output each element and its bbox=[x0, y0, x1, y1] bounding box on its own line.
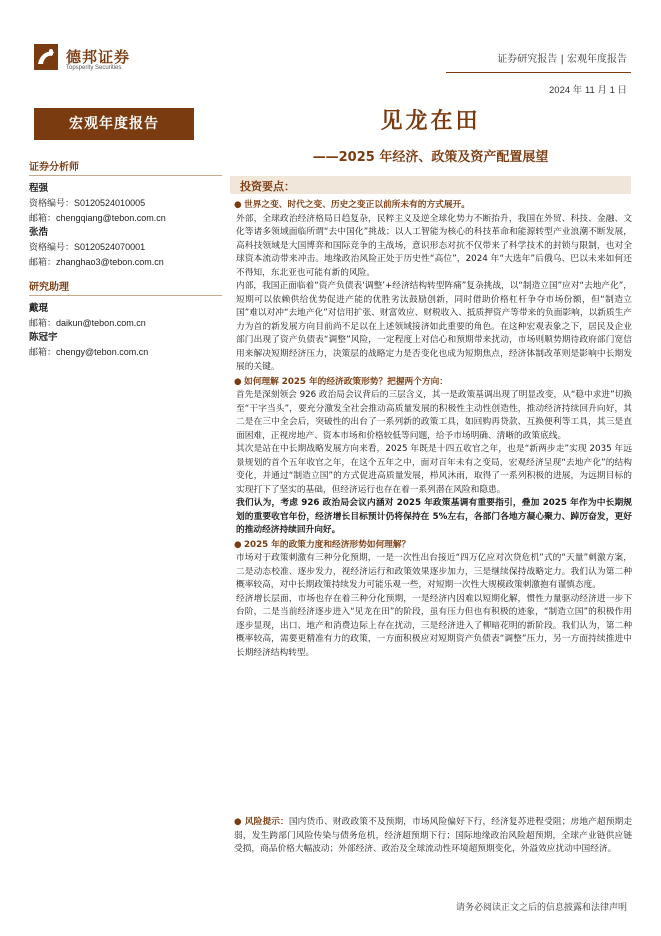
section-paragraph: 经济增长层面，市场也存在着三种分化预期，一是经济内因难以短期化解，惯性力量驱动经济进一步下台阶，二是当前经济逐步进入“见龙在田”的阶段，虽有压力但也有积极的迹象，“制造立国”的积极作用逐步显现，出口、地产和消费边际上存在扰动，三是经济进入了柳暗花明的新阶段。我们认为，第二种概率较高，需要更精准有力的政策，一方面积极应对短期资产负债表“调整”压力，另一方面持续推进中长期经济结构转型。 bbox=[236, 593, 632, 658]
analysts-heading-rule bbox=[29, 175, 222, 176]
conclusion-bold: 我们认为，考虑 926 政治局会议内涵对 2025 年政策基调有重要指引，叠加 2025 年作为中长期规划的重要收官年份，经济增长目标预计仍将保持在 5%左右，各部门各地方凝心聚力、踔厉奋发，更好的推动经济持续回升向好。 bbox=[236, 498, 632, 535]
section-paragraph: 其次是站在中长期战略发展方向来看，2025 年既是十四五收官之年，也是“新两步走”实现 2035 年远景规划的首个五年收官之年，在这个五年之中，面对百年未有之变局，宏观经济呈现“去地产化”的结构变化，并通过“制造立国”的方式促进高质量发展，栉风沐雨，取得了一系列积极的进展，为远期目标的实现打下了坚实的基础，但经济运行也存在着一系列潜在风险和隐患。 bbox=[236, 444, 632, 495]
section-paragraph bbox=[234, 497, 632, 538]
bullet-icon: ● bbox=[234, 200, 242, 210]
analyst-cert: 资格编号：S0120524070001 bbox=[29, 242, 146, 253]
highlights-content bbox=[234, 198, 632, 660]
risk-label: ● 风险提示： bbox=[234, 817, 289, 827]
footer-disclaimer: 请务必阅读正文之后的信息披露和法律声明 bbox=[455, 903, 627, 913]
company-logo-icon bbox=[34, 44, 58, 70]
section-paragraph: 首先是深刻领会 926 政治局会议背后的三层含义，其一是政策基调出现了明显改变，从“稳中求进”切换至“干字当头”，要充分激发全社会推动高质量发展的积极性主动性创造性，推动经济持续回升向好，其二是在三中全会后，突破性的出台了一系列新的政策工具，如回购再贷款、互换便利等工具，其三是直面困难，正视房地产、资本市场和价格较低等问题，给予市场明确、清晰的政策底线。 bbox=[236, 390, 632, 441]
analysts-heading: 证券分析师 bbox=[29, 162, 79, 173]
analyst-email-link[interactable]: zhanghao3@tebon.com.cn bbox=[56, 257, 164, 267]
bullet-icon: ● bbox=[234, 539, 242, 550]
assistants-heading: 研究助理 bbox=[29, 282, 69, 293]
assistant-email: 邮箱：daikun@tebon.com.cn bbox=[29, 318, 146, 329]
analyst-sidebar bbox=[26, 158, 222, 360]
analyst-entry bbox=[26, 182, 222, 226]
assistant-entry bbox=[26, 302, 222, 331]
section-paragraph: 内部，我国正面临着“资产负债表‘调整’+经济结构转型阵痛”复杂挑战，以“制造立国”应对“去地产化”，短期可以依赖供给优势促进产能的优胜劣汰鼓励创新，同时借助价格杠杆争夺市场份额，但“制造立国”难以对冲“去地产化”对信用扩张、财富效应、财税收入、抵质押资产等带来的负面影响，以新质生产力为首的新发展方向目前尚不足以在上述领域接济如此重要的角色。在这种宏观表象之下，居民及企业部门出现了资产负债表“调整”风险，一定程度上对信心和预期带来扰动，市场则顺势期待政府部门宽信用来解决短期经济压力，决策层的战略定力是否变化也成为短期焦点，经济体制改革则是影响中长期发展的关键。 bbox=[236, 281, 632, 372]
report-date: 2024 年 11 月 1 日 bbox=[549, 85, 627, 96]
assistant-email: 邮箱：chengy@tebon.com.cn bbox=[29, 347, 149, 358]
analyst-email-link[interactable]: chengqiang@tebon.com.cn bbox=[56, 213, 166, 223]
report-tag: 证券研究报告 | 宏观年度报告 bbox=[497, 54, 627, 65]
assistants-heading-rule bbox=[29, 295, 222, 296]
company-name-cn: 德邦证券 bbox=[66, 48, 131, 66]
assistant-entry bbox=[26, 331, 222, 360]
header-divider bbox=[446, 72, 631, 73]
section-paragraph: 市场对于政策刺激有三种分化预期，一是一次性出台接近“四万亿应对次贷危机”式的“天量”刺激方案，二是动态校准、逐步发力，视经济运行和政策效果逐步加力，三是继续保持战略定力。我们认为第二种概率较高，对中长期政策持续发力可能乐观一些，对短期一次性大规模政策刺激抱有谨慎态度。 bbox=[236, 553, 632, 590]
section-paragraph: 外部，全球政治经济格局日趋复杂，民粹主义及逆全球化势力不断抬升，我国在外贸、科技、金融、文化等诸多领域面临所谓“去中国化”挑战；以人工智能为核心的科技革命和能源转型产业浪潮不断发展，高科技领域是大国博弈和国际竞争的主战场，意识形态对抗不仅带来了科学技术的封锁与限制，也对全球资本流动带来冲击。地缘政治风险正处于历史性“高位”，2024 年“大选年”后俄乌、巴以未来如何还不得知，东北亚也可能有新的风险。 bbox=[236, 213, 632, 278]
analyst-entry bbox=[26, 226, 222, 270]
company-name-en: Topsperity Securities bbox=[66, 65, 122, 71]
analyst-name: 张浩 bbox=[29, 227, 49, 238]
page-header bbox=[0, 0, 661, 96]
analyst-cert: 资格编号：S0120524010005 bbox=[29, 198, 146, 209]
analyst-email: 邮箱：zhanghao3@tebon.com.cn bbox=[29, 257, 164, 268]
page-title: 见龙在田 bbox=[380, 109, 481, 134]
assistant-email-link[interactable]: chengy@tebon.com.cn bbox=[56, 347, 149, 357]
assistant-name: 陈冠宇 bbox=[29, 332, 58, 343]
assistant-email-link[interactable]: daikun@tebon.com.cn bbox=[56, 318, 146, 328]
section-heading: ● 世界之变、时代之变、历史之变正以前所未有的方式展开。 bbox=[234, 199, 632, 213]
section-heading: ● 2025 年的政策力度和经济形势如何理解？ bbox=[234, 539, 632, 553]
analyst-email: 邮箱：chengqiang@tebon.com.cn bbox=[29, 213, 166, 224]
assistant-name: 戴琨 bbox=[29, 303, 49, 314]
bullet-icon: ● bbox=[234, 376, 242, 387]
analyst-name: 程强 bbox=[29, 183, 49, 194]
report-type-badge: 宏观年度报告 bbox=[34, 108, 194, 140]
risk-warning bbox=[234, 816, 632, 857]
page-subtitle: ——2025 年经济、政策及资产配置展望 bbox=[312, 150, 549, 165]
section-heading: ● 如何理解 2025 年的经济政策形势？把握两个方向： bbox=[234, 376, 632, 390]
highlights-title: 投资要点： bbox=[240, 180, 295, 193]
risk-text: 国内货币、财政政策不及预期，市场风险偏好下行，经济复苏进程受阻；房地产超预期走弱，发生跨部门风险传染与债务危机，经济超预期下行；国际地缘政治风险超预期，全球产业链供应链受损，商品价格大幅波动；外部经济、政治及全球流动性环境超预期变化，外溢效应扰动中国经济。 bbox=[234, 817, 633, 854]
